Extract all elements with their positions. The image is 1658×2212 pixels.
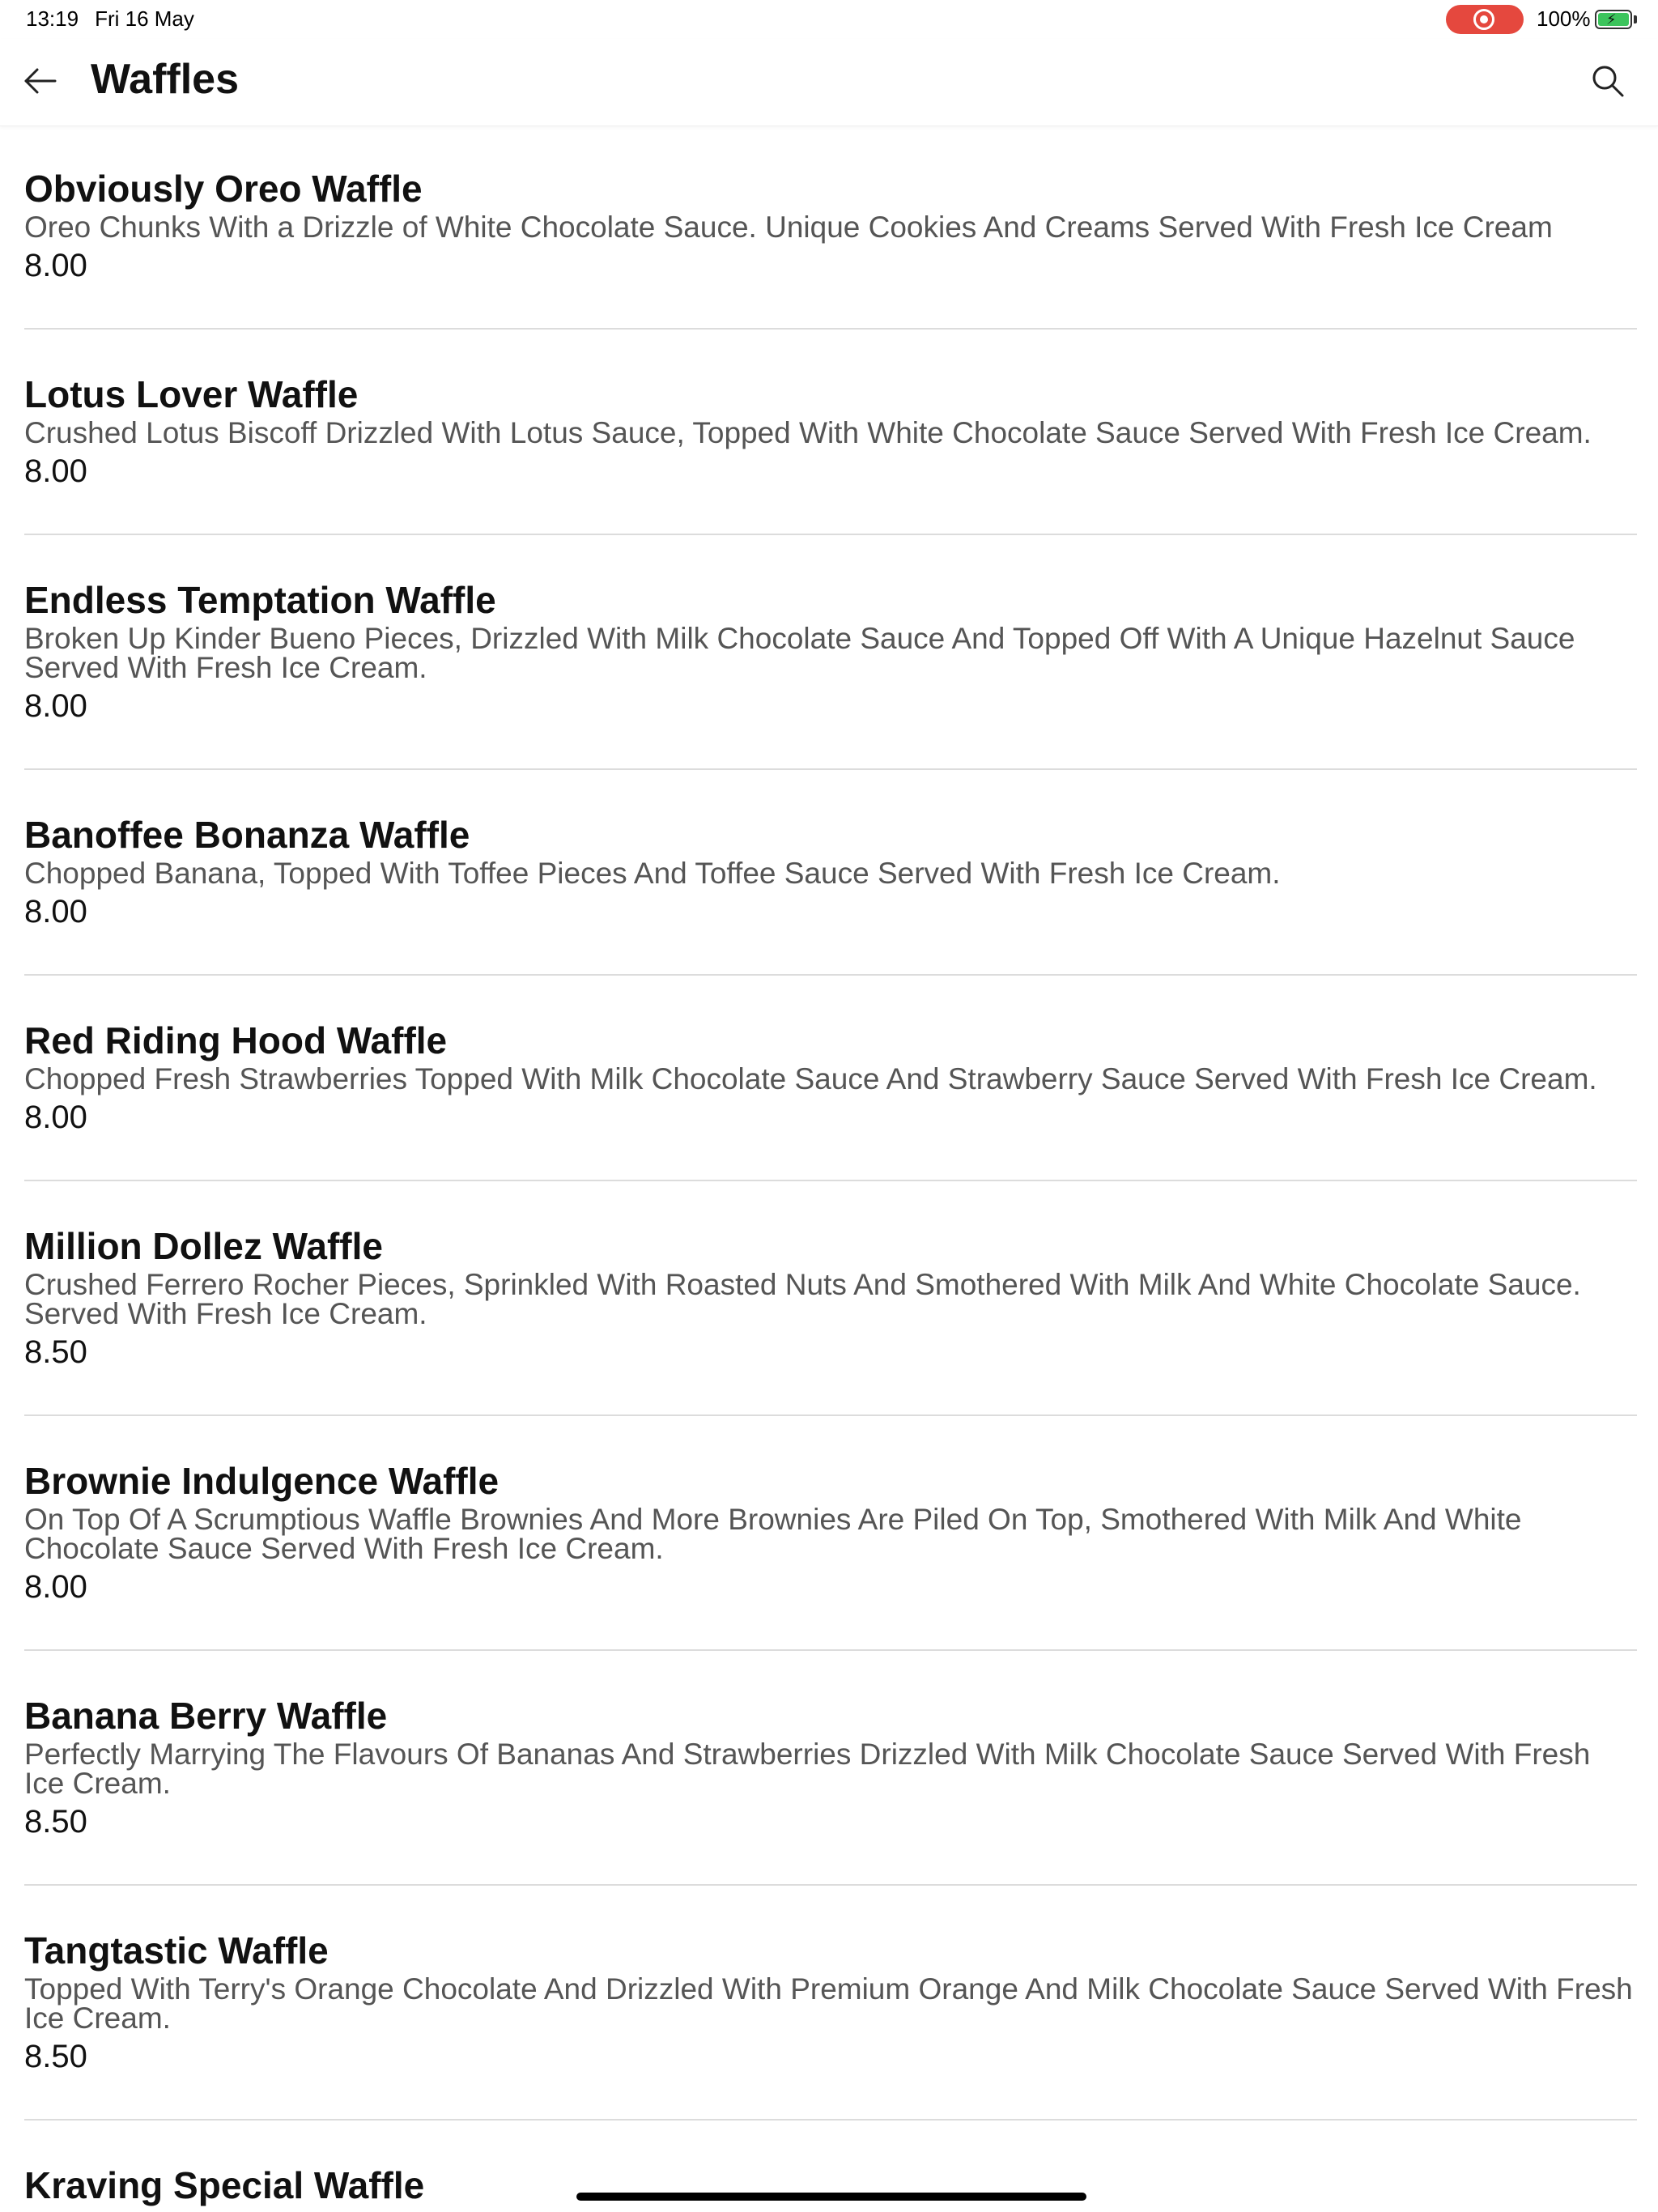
item-description: Perfectly Marrying The Flavours Of Bananas And Strawberries Drizzled With Milk Chocolate Sauce Served With Fresh Ice Cream. (24, 1738, 1591, 1800)
item-name: Kraving Special Waffle (24, 2164, 425, 2206)
item-name: Lotus Lover Waffle (24, 373, 359, 415)
menu-item[interactable] (24, 812, 1637, 932)
divider (24, 1180, 1637, 1181)
home-indicator[interactable] (576, 2193, 1086, 2201)
item-name: Brownie Indulgence Waffle (24, 1460, 500, 1502)
item-price: 8.00 (24, 453, 87, 489)
screen-recording-indicator[interactable] (1446, 5, 1524, 34)
item-description: Chopped Fresh Strawberries Topped With Milk Chocolate Sauce And Strawberry Sauce Served With Fresh Ice Cream. (24, 1062, 1597, 1095)
page-title: Waffles (91, 56, 239, 103)
item-price: 8.00 (24, 1569, 87, 1605)
item-description: On Top Of A Scrumptious Waffle Brownies And More Brownies Are Piled On Top, Smothered With Milk And White Chocolate Sauce Served With Fresh Ice Cream. (24, 1503, 1522, 1565)
item-price: 8.50 (24, 1334, 87, 1370)
item-price: 8.50 (24, 2039, 87, 2074)
divider (24, 768, 1637, 770)
divider (24, 974, 1637, 976)
item-name: Tangtastic Waffle (24, 1929, 329, 1972)
item-description: Crushed Lotus Biscoff Drizzled With Lotus Sauce, Topped With White Chocolate Sauce Served With Fresh Ice Cream. (24, 416, 1592, 449)
item-price: 8.00 (24, 248, 87, 283)
menu-item[interactable] (24, 1928, 1637, 2077)
item-price: 8.00 (24, 1100, 87, 1135)
item-description: Broken Up Kinder Bueno Pieces, Drizzled With Milk Chocolate Sauce And Topped Off With A Unique Hazelnut Sauce Served With Fresh Ice Cream. (24, 622, 1575, 684)
divider (24, 1649, 1637, 1651)
menu-item[interactable] (24, 1693, 1637, 1842)
menu-item[interactable] (24, 1018, 1637, 1138)
item-name: Red Riding Hood Waffle (24, 1019, 448, 1061)
back-button[interactable] (18, 58, 63, 104)
menu-item[interactable] (24, 372, 1637, 491)
status-time: 13:19 (26, 6, 79, 31)
item-description: Crushed Ferrero Rocher Pieces, Sprinkled With Roasted Nuts And Smothered With Milk And White Chocolate Sauce. Served With Fresh Ice Cream. (24, 1268, 1581, 1330)
item-description: Oreo Chunks With a Drizzle of White Chocolate Sauce. Unique Cookies And Creams Served With Fresh Ice Cream (24, 211, 1553, 244)
status-time-date (26, 6, 194, 32)
battery-cap (1634, 15, 1637, 23)
menu-item[interactable] (24, 166, 1637, 286)
divider (24, 2119, 1637, 2121)
divider (24, 1884, 1637, 1886)
record-icon (1473, 9, 1494, 30)
item-price: 8.00 (24, 894, 87, 929)
divider (24, 534, 1637, 535)
item-price: 8.00 (24, 688, 87, 724)
header (0, 39, 1658, 126)
item-name: Banana Berry Waffle (24, 1695, 388, 1737)
item-name: Banoffee Bonanza Waffle (24, 814, 470, 856)
item-name: Endless Temptation Waffle (24, 579, 496, 621)
battery-percentage: 100% (1537, 6, 1591, 31)
status-bar (0, 0, 1658, 39)
item-price: 8.50 (24, 1804, 87, 1840)
menu-item[interactable] (24, 2163, 1637, 2208)
divider (24, 1414, 1637, 1416)
item-description: Chopped Banana, Topped With Toffee Pieces And Toffee Sauce Served With Fresh Ice Cream. (24, 857, 1281, 890)
arrow-left-icon (18, 58, 63, 104)
item-name: Obviously Oreo Waffle (24, 168, 423, 210)
divider (24, 328, 1637, 330)
menu-item[interactable] (24, 577, 1637, 726)
battery-icon (1595, 10, 1632, 29)
search-button[interactable] (1587, 60, 1629, 102)
status-date: Fri 16 May (95, 6, 194, 31)
item-name: Million Dollez Waffle (24, 1225, 383, 1267)
menu-item[interactable] (24, 1223, 1637, 1372)
charging-bolt-icon: ⚡ (1606, 11, 1617, 28)
item-description: Topped With Terry's Orange Chocolate And Drizzled With Premium Orange And Milk Chocolate Sauce Served With Fresh Ice Cream. (24, 1972, 1633, 2035)
menu-item[interactable] (24, 1458, 1637, 1607)
search-icon (1587, 60, 1629, 102)
